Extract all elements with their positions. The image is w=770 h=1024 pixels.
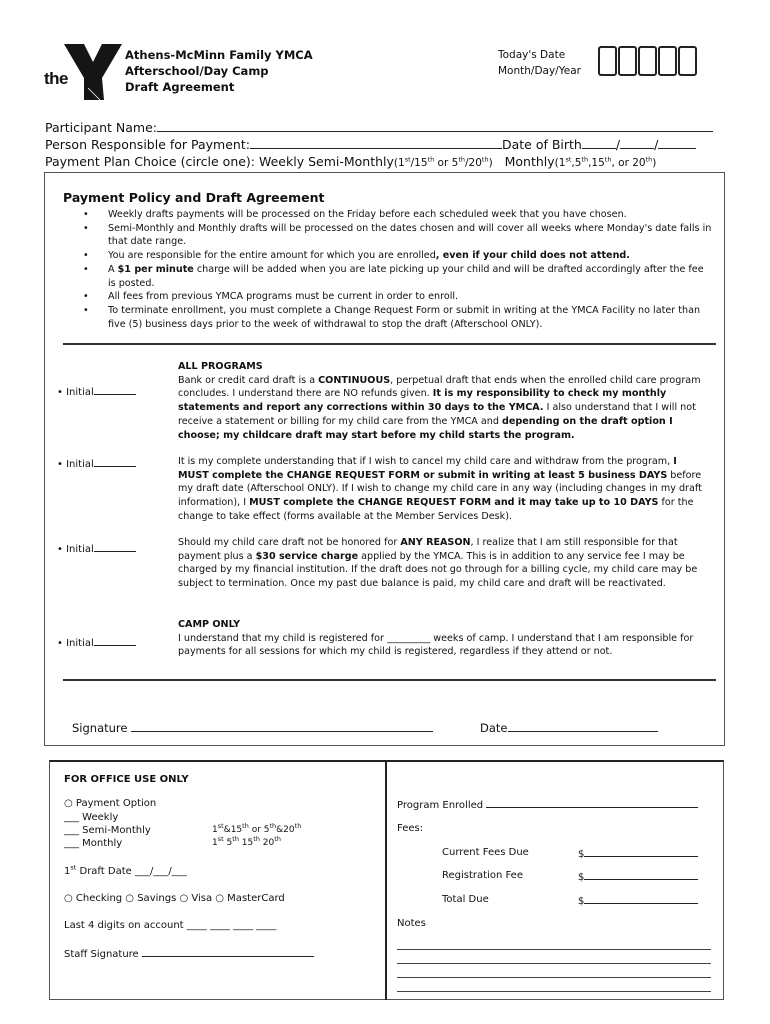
policy-bullet: • A $1 per minute charge will be added when you are late picking up your child and will be drafted accordingly after the fee is posted. <box>83 263 713 290</box>
policy-box <box>44 172 725 746</box>
monthly-dates: (1st,5th,15th, or 20th) <box>554 155 657 169</box>
first-draft-date[interactable]: 1st Draft Date ___/___/___ <box>64 863 187 877</box>
notes-label: Notes <box>397 918 426 929</box>
date-box[interactable] <box>658 46 677 76</box>
registration-fee-field[interactable] <box>584 870 698 880</box>
responsible-row <box>45 136 696 153</box>
semi-monthly-dates: (1st/15th or 5th/20th) <box>393 155 493 169</box>
document-title: Draft Agreement <box>125 80 235 94</box>
org-name: Athens-McMinn Family YMCA <box>125 48 313 62</box>
policy-bullet: • Semi-Monthly and Monthly drafts will be processed on the dates chosen and will cover all weeks where Monday's date falls in that date range. <box>83 222 713 249</box>
all-programs-paragraph: ALL PROGRAMS Bank or credit card draft is a CONTINUOUS, perpetual draft that ends when the enrolled child care program concludes. I understand there are NO refunds given. It is my responsibility to check my monthly statements and report any corrections within 30 days to the YMCA. I also understand that I will not receive a statement or billing for my child care from the YMCA and depending on the draft option I choose; my childcare draft may start before my child starts the program. <box>178 361 701 441</box>
payment-plan-label[interactable]: Payment Plan Choice (circle one): Weekly Semi-Monthly <box>45 154 394 169</box>
initial-line-2[interactable]: • Initial <box>57 457 136 470</box>
participant-name-label: Participant Name: <box>45 120 157 135</box>
section-divider <box>63 343 716 345</box>
todays-date-label <box>498 47 581 79</box>
total-due-row: $ <box>578 894 698 907</box>
total-due-label: Total Due <box>442 894 489 905</box>
monthly-dates-office: 1st 5th 15th 20th <box>212 835 281 848</box>
date-label: Date <box>480 721 508 735</box>
initial-line-3[interactable]: • Initial <box>57 542 136 555</box>
dob-year-field[interactable] <box>658 137 696 149</box>
program-enrolled-row <box>397 798 698 811</box>
policy-bullet-list <box>83 208 713 331</box>
program-enrolled-label: Program Enrolled <box>397 800 484 811</box>
date-field[interactable] <box>508 721 658 732</box>
semi-monthly-option[interactable]: ___ Semi-Monthly <box>64 825 151 836</box>
notes-line[interactable] <box>397 963 711 964</box>
section-divider <box>63 679 716 681</box>
signature-row <box>72 721 433 735</box>
office-column-divider <box>385 762 387 1000</box>
current-fees-row: $ <box>578 847 698 860</box>
date-row <box>480 721 658 735</box>
initial-line-4[interactable]: • Initial <box>57 636 136 649</box>
date-box[interactable] <box>618 46 637 76</box>
current-fees-field[interactable] <box>584 847 698 857</box>
ymca-logo <box>42 42 122 102</box>
dob-label: Date of Birth <box>501 137 582 152</box>
org-title-block <box>125 47 313 95</box>
camp-only-heading: CAMP ONLY <box>178 619 241 630</box>
camp-weeks-field[interactable]: _________ <box>387 632 431 644</box>
date-box[interactable] <box>678 46 697 76</box>
todays-date-boxes[interactable] <box>598 46 698 76</box>
participant-name-row <box>45 119 713 136</box>
staff-signature-field[interactable] <box>142 947 314 957</box>
registration-fee-row: $ <box>578 870 698 883</box>
todays-date-line2: Month/Day/Year <box>498 65 581 77</box>
semi-monthly-dates-office: 1st&15th or 5th&20th <box>212 822 302 835</box>
logo-the-text: the <box>44 69 68 88</box>
responsible-field[interactable] <box>250 137 502 149</box>
signature-label: Signature <box>72 721 128 735</box>
dob-month-field[interactable] <box>582 137 616 149</box>
dob-slash: / <box>615 137 621 152</box>
returned-draft-paragraph: Should my child care draft not be honored for ANY REASON, I realize that I am still responsible for that payment plus a $30 service charge applied by the YMCA. This is in addition to any service fee I may be charged by my financial institution. If the draft does not go through for a billing cycle, my child care may be subject to termination. Once my past due balance is paid, my child care and draft will be reactivated. <box>178 537 698 590</box>
signature-field[interactable] <box>131 721 433 732</box>
staff-signature-row <box>64 947 314 960</box>
policy-title: Payment Policy and Draft Agreement <box>63 190 325 205</box>
payment-plan-row <box>45 153 656 172</box>
total-due-field[interactable] <box>584 894 698 904</box>
program-name: Afterschool/Day Camp <box>125 64 269 78</box>
dob-day-field[interactable] <box>620 137 654 149</box>
current-fees-label: Current Fees Due <box>442 847 529 858</box>
payment-option-radio[interactable]: ○ Payment Option <box>64 798 157 809</box>
office-use-title: FOR OFFICE USE ONLY <box>64 774 189 785</box>
date-box[interactable] <box>638 46 657 76</box>
all-programs-heading: ALL PROGRAMS <box>178 361 263 372</box>
monthly-option-office[interactable]: ___ Monthly <box>64 838 123 849</box>
todays-date-line1: Today's Date <box>498 49 566 61</box>
fees-label: Fees: <box>397 823 424 834</box>
policy-bullet: • You are responsible for the entire amount for which you are enrolled, even if your child does not attend. <box>83 249 713 263</box>
date-box[interactable] <box>598 46 617 76</box>
camp-only-paragraph: CAMP ONLY I understand that my child is registered for _________ weeks of camp. I understand that I am responsible for payments for all sessions for which my child is registered, regardless if they attend or not. <box>178 619 694 658</box>
responsible-label: Person Responsible for Payment: <box>45 137 250 152</box>
notes-line[interactable] <box>397 977 711 978</box>
notes-line[interactable] <box>397 991 711 992</box>
office-use-box <box>49 760 724 1000</box>
cancellation-paragraph: It is my complete understanding that if I wish to cancel my child care and withdraw from the program, I MUST complete the CHANGE REQUEST FORM or submit in writing at least 5 business DAYS before my draft date (Afterschool ONLY). If I wish to change my child care in any way (including changes in my draft information), I MUST complete the CHANGE REQUEST FORM and it may take up to 10 DAYS for the change to take effect (forms available at the Member Services Desk). <box>178 456 702 522</box>
notes-line[interactable] <box>397 949 711 950</box>
policy-bullet: • To terminate enrollment, you must complete a Change Request Form or submit in writing at the YMCA Facility no later than five (5) business days prior to the week of withdrawal to stop the draft (Afterschool ONLY). <box>83 304 713 331</box>
ymca-y-icon <box>62 42 124 102</box>
last-4-digits-field[interactable]: Last 4 digits on account ____ ____ ____ ____ <box>64 920 277 931</box>
registration-fee-label: Registration Fee <box>442 870 523 881</box>
policy-bullet: • All fees from previous YMCA programs must be current in order to enroll. <box>83 290 713 304</box>
initial-line-1[interactable]: • Initial <box>57 385 136 398</box>
program-enrolled-field[interactable] <box>486 798 698 808</box>
payment-method-radios[interactable]: ○ Checking ○ Savings ○ Visa ○ MasterCard <box>64 893 285 904</box>
monthly-option[interactable]: Monthly <box>504 154 555 169</box>
participant-name-field[interactable] <box>157 120 713 132</box>
policy-bullet: • Weekly drafts payments will be processed on the Friday before each scheduled week that you have chosen. <box>83 208 713 222</box>
weekly-option[interactable]: ___ Weekly <box>64 812 119 823</box>
dob-slash: / <box>654 137 659 152</box>
staff-signature-label: Staff Signature <box>64 949 139 960</box>
